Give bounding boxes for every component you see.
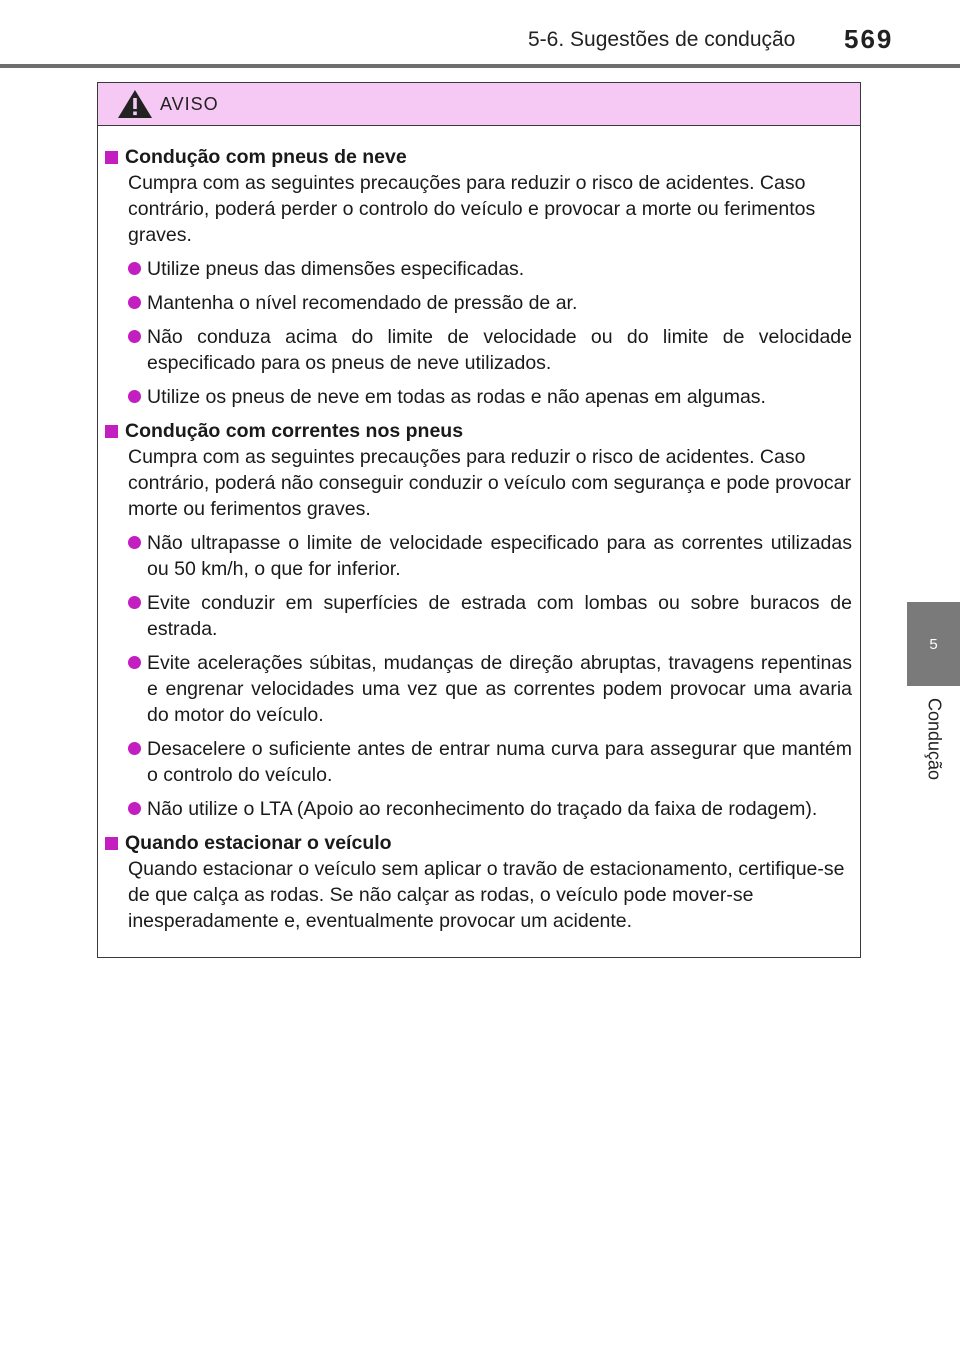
- section-heading: [103, 830, 852, 856]
- chapter-label: Condução: [924, 698, 945, 781]
- circle-bullet-icon: [128, 262, 141, 275]
- section-heading-text: Quando estacionar o veículo: [125, 832, 392, 854]
- circle-bullet-icon: [128, 742, 141, 755]
- warning-header: [98, 83, 860, 126]
- list-item-text: Utilize pneus das dimensões especificadas.: [147, 258, 525, 280]
- square-bullet-icon: [105, 425, 118, 438]
- list-item: [128, 324, 852, 376]
- list-item-text: Não ultrapasse o limite de velocidade especificado para as correntes utilizadas ou 50 km/h, o que for inferior.: [147, 532, 852, 580]
- page-number: 569: [844, 24, 894, 54]
- list-item: [128, 384, 852, 410]
- warning-triangle-icon: [116, 88, 154, 120]
- section-heading-text: Condução com correntes nos pneus: [125, 420, 464, 442]
- header-rule: [0, 64, 960, 68]
- list-item: [128, 290, 852, 316]
- list-item: [128, 590, 852, 642]
- warning-title: AVISO: [160, 93, 219, 114]
- list-item-text: Utilize os pneus de neve em todas as rodas e não apenas em algumas.: [147, 386, 766, 408]
- square-bullet-icon: [105, 151, 118, 164]
- section-heading-text: Condução com pneus de neve: [125, 146, 407, 168]
- list-item: [128, 736, 852, 788]
- section-parking: [103, 830, 852, 934]
- section-intro: Cumpra com as seguintes precauções para reduzir o risco de acidentes. Caso contrário, poderá não conseguir conduzir o veículo com segurança e pode provocar morte ou ferimentos graves.: [128, 446, 852, 520]
- circle-bullet-icon: [128, 390, 141, 403]
- section-title: 5-6. Sugestões de condução: [528, 28, 796, 51]
- chapter-tab: [907, 602, 960, 686]
- circle-bullet-icon: [128, 802, 141, 815]
- section-tire-chains: [103, 418, 852, 822]
- section-heading: [103, 144, 852, 170]
- section-heading: [103, 418, 852, 444]
- circle-bullet-icon: [128, 330, 141, 343]
- warning-body: [98, 126, 860, 934]
- list-item-text: Não utilize o LTA (Apoio ao reconhecimento do traçado da faixa de rodagem).: [147, 798, 818, 820]
- list-item-text: Evite conduzir em superfícies de estrada com lombas ou sobre buracos de estrada.: [147, 592, 852, 640]
- warning-box: [97, 82, 861, 958]
- list-item: [128, 796, 852, 822]
- circle-bullet-icon: [128, 536, 141, 549]
- list-item: [128, 256, 852, 282]
- circle-bullet-icon: [128, 596, 141, 609]
- list-item-text: Não conduza acima do limite de velocidade ou do limite de velocidade especificado para os pneus de neve utilizados.: [147, 326, 852, 374]
- square-bullet-icon: [105, 837, 118, 850]
- list-item-text: Evite acelerações súbitas, mudanças de direção abruptas, travagens repentinas e engrenar velocidades uma vez que as correntes podem provocar uma avaria do motor do veículo.: [147, 652, 852, 726]
- circle-bullet-icon: [128, 656, 141, 669]
- section-snow-tires: [103, 144, 852, 410]
- list-item-text: Desacelere o suficiente antes de entrar numa curva para assegurar que mantém o controlo do veículo.: [147, 738, 852, 786]
- list-item: [128, 530, 852, 582]
- list-item-text: Mantenha o nível recomendado de pressão de ar.: [147, 292, 578, 314]
- circle-bullet-icon: [128, 296, 141, 309]
- section-intro: Cumpra com as seguintes precauções para reduzir o risco de acidentes. Caso contrário, poderá perder o controlo do veículo e provocar a morte ou ferimentos graves.: [128, 172, 816, 246]
- section-intro: Quando estacionar o veículo sem aplicar o travão de estacionamento, certifique-se de que calça as rodas. Se não calçar as rodas, o veículo pode mover-se inesperadamente e, eventualmente provocar um acidente.: [128, 858, 845, 932]
- list-item: [128, 650, 852, 728]
- chapter-number: 5: [929, 635, 938, 653]
